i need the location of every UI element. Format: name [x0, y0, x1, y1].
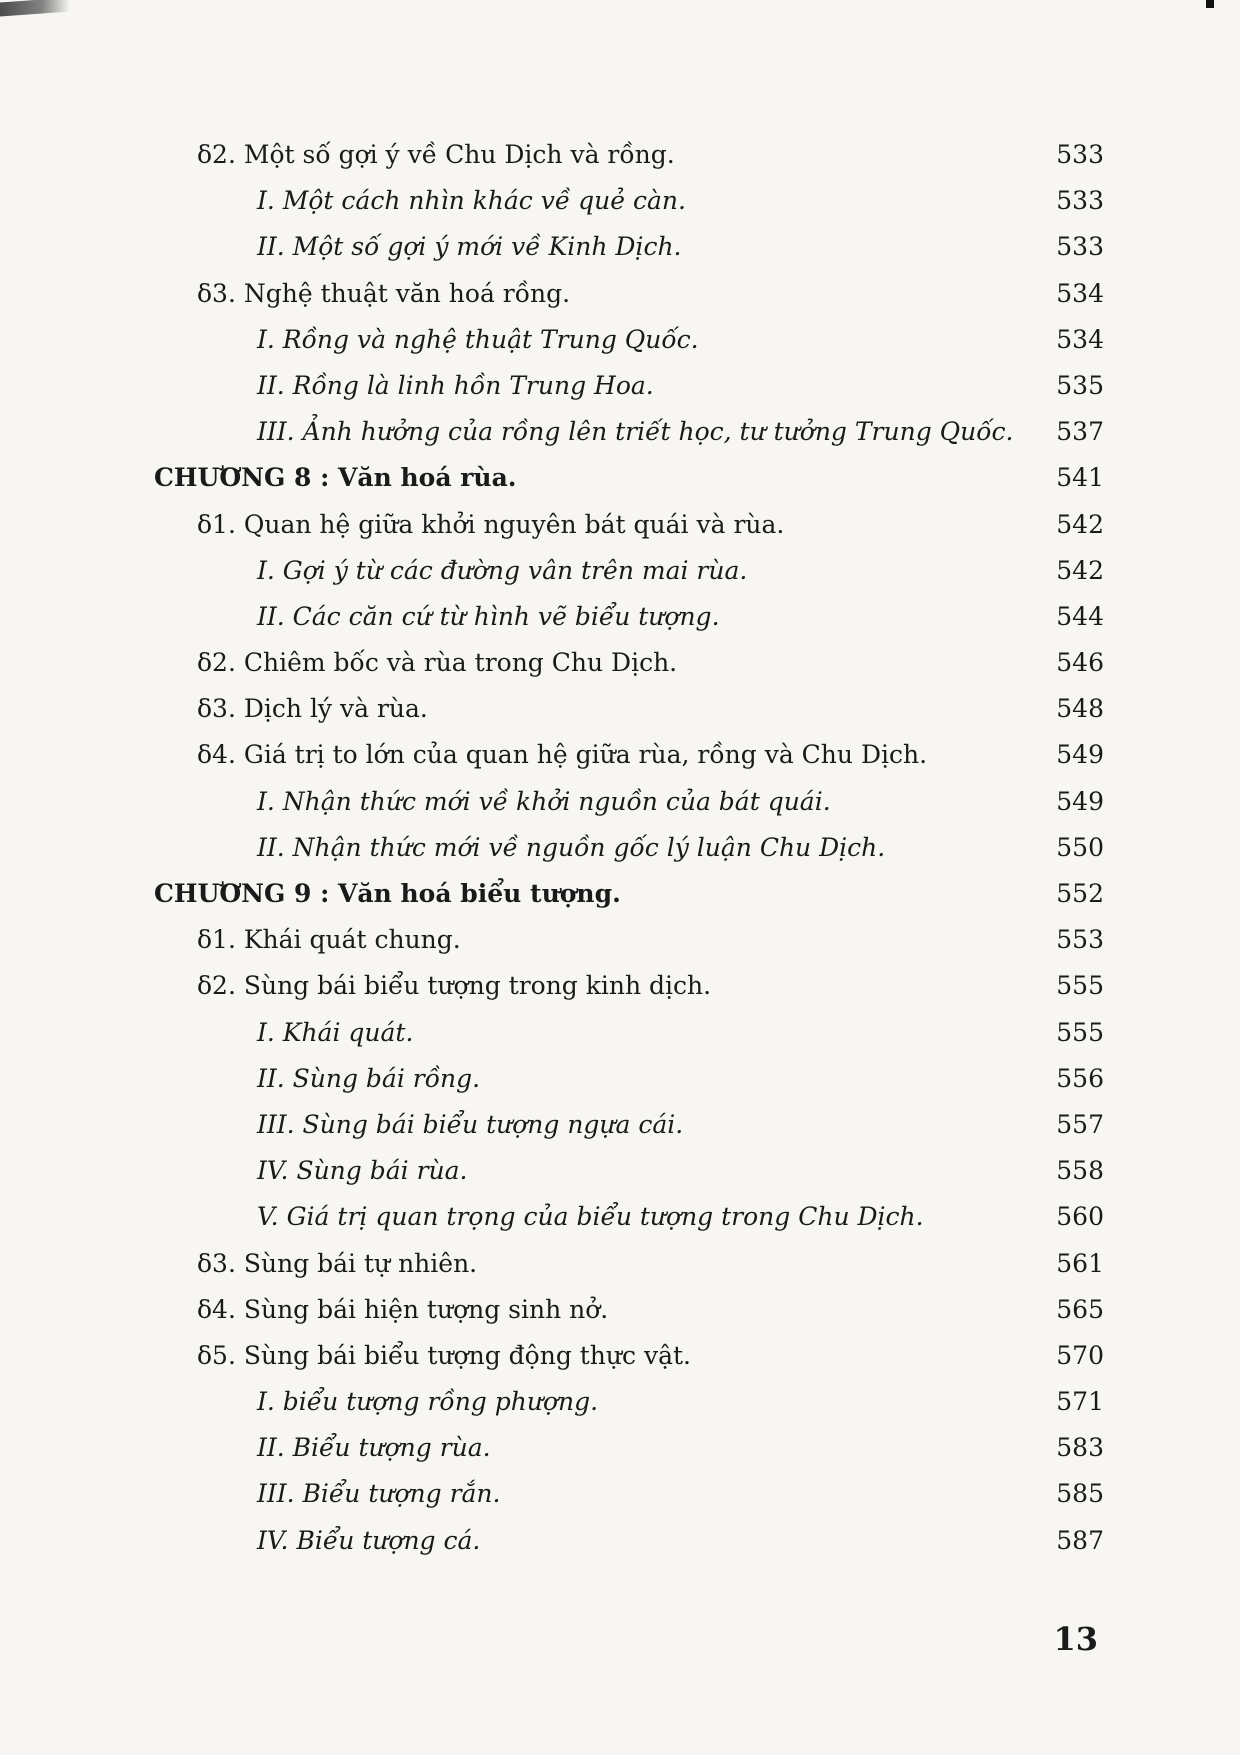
toc-entry-page: 560 — [1056, 1202, 1104, 1232]
toc-entry-page: 534 — [1056, 324, 1104, 354]
toc-entry-page: 550 — [1056, 832, 1104, 862]
toc-entry-page: 558 — [1056, 1156, 1104, 1186]
toc-entry-page: 533 — [1056, 140, 1104, 169]
toc-entry-sub — [154, 548, 1104, 594]
toc-entry-title: IV. Biểu tượng cá. — [257, 1525, 481, 1555]
toc-entry-page: 583 — [1056, 1433, 1104, 1463]
toc-entry-sub — [154, 1194, 1104, 1240]
toc-entry-page: 548 — [1056, 694, 1104, 724]
toc-entry-sub — [154, 1425, 1104, 1471]
toc-entry-title: III. Biểu tượng rắn. — [257, 1479, 501, 1509]
toc-entry-chapter — [154, 455, 1104, 501]
toc-entry-page: 549 — [1056, 786, 1104, 816]
toc-entry-section — [154, 1333, 1104, 1379]
toc-entry-title: II. Sùng bái rồng. — [257, 1063, 481, 1093]
toc-entry-sub — [154, 363, 1104, 409]
toc-entry-title: δ1. Quan hệ giữa khởi nguyên bát quái và rùa. — [197, 509, 785, 539]
toc-entry-section — [154, 963, 1104, 1009]
toc-entry-page: 587 — [1056, 1525, 1104, 1555]
toc-entry-section — [154, 1287, 1104, 1333]
toc-entry-page: 555 — [1056, 1017, 1104, 1047]
toc-entry-page: 549 — [1056, 740, 1104, 770]
toc-entry-sub — [154, 825, 1104, 871]
toc-entry-title: II. Các căn cứ từ hình vẽ biểu tượng. — [257, 601, 720, 631]
toc-entry-title: I. Rồng và nghệ thuật Trung Quốc. — [257, 324, 699, 354]
toc-entry-page: 571 — [1056, 1387, 1104, 1417]
toc-entry-title: I. Gợi ý từ các đường vân trên mai rùa. — [257, 555, 748, 585]
toc-entry-page: 561 — [1056, 1248, 1104, 1278]
scan-mark — [1206, 0, 1214, 8]
toc-entry-sub — [154, 224, 1104, 270]
toc-entry-sub — [154, 1518, 1104, 1564]
toc-entry-sub — [154, 1102, 1104, 1148]
toc-entry-chapter — [154, 871, 1104, 917]
toc-entry-title: I. Nhận thức mới về khởi nguồn của bát quái. — [257, 786, 831, 816]
toc-entry-title: III. Ảnh hưởng của rồng lên triết học, tư tưởng Trung Quốc. — [257, 417, 1014, 447]
toc-entry-title: CHƯƠNG 8 : Văn hoá rùa. — [154, 463, 517, 493]
toc-entry-section — [154, 640, 1104, 686]
toc-entry-page: 534 — [1056, 278, 1104, 308]
toc-entry-sub — [154, 1056, 1104, 1102]
toc-entry-sub — [154, 779, 1104, 825]
toc-entry-section — [154, 686, 1104, 732]
toc-entry-page: 565 — [1056, 1294, 1104, 1324]
toc-entry-sub — [154, 1379, 1104, 1425]
toc-entry-title: II. Rồng là linh hồn Trung Hoa. — [257, 370, 654, 400]
toc-entry-title: δ4. Giá trị to lớn của quan hệ giữa rùa, rồng và Chu Dịch. — [197, 740, 928, 770]
toc-entry-sub — [154, 594, 1104, 640]
toc-entry-title: II. Biểu tượng rùa. — [257, 1433, 491, 1463]
toc-entry-title: V. Giá trị quan trọng của biểu tượng trong Chu Dịch. — [257, 1202, 924, 1232]
toc-entry-sub — [154, 409, 1104, 455]
toc-entry-page: 555 — [1056, 971, 1104, 1001]
toc-entry-title: δ2. Một số gợi ý về Chu Dịch và rồng. — [197, 140, 675, 169]
toc-entry-title: II. Nhận thức mới về nguồn gốc lý luận Chu Dịch. — [257, 832, 886, 862]
toc-entry-title: δ2. Sùng bái biểu tượng trong kinh dịch. — [197, 971, 712, 1001]
toc-entry-page: 585 — [1056, 1479, 1104, 1509]
toc-entry-page: 535 — [1056, 370, 1104, 400]
table-of-contents — [154, 132, 1104, 1564]
toc-entry-title: δ1. Khái quát chung. — [197, 925, 461, 955]
toc-entry-page: 541 — [1056, 463, 1104, 493]
toc-entry-section — [154, 732, 1104, 778]
toc-entry-section — [154, 1241, 1104, 1287]
toc-entry-page: 533 — [1056, 232, 1104, 262]
toc-entry-section — [154, 271, 1104, 317]
toc-entry-title: I. Một cách nhìn khác về quẻ càn. — [257, 186, 686, 216]
toc-entry-page: 552 — [1056, 879, 1104, 908]
page-number: 13 — [1053, 1620, 1098, 1658]
toc-entry-page: 557 — [1056, 1109, 1104, 1139]
toc-entry-page: 542 — [1056, 509, 1104, 539]
toc-entry-section — [154, 132, 1104, 178]
toc-entry-title: II. Một số gợi ý mới về Kinh Dịch. — [257, 232, 682, 262]
toc-entry-page: 544 — [1056, 601, 1104, 631]
toc-entry-page: 570 — [1056, 1340, 1104, 1370]
toc-entry-title: δ4. Sùng bái hiện tượng sinh nở. — [197, 1294, 609, 1324]
toc-entry-page: 542 — [1056, 555, 1104, 585]
toc-entry-sub — [154, 317, 1104, 363]
toc-entry-title: IV. Sùng bái rùa. — [257, 1156, 468, 1186]
toc-entry-sub — [154, 1471, 1104, 1517]
toc-entry-page: 553 — [1056, 925, 1104, 955]
toc-entry-title: δ5. Sùng bái biểu tượng động thực vật. — [197, 1340, 691, 1370]
toc-entry-section — [154, 917, 1104, 963]
toc-entry-title: CHƯƠNG 9 : Văn hoá biểu tượng. — [154, 879, 621, 908]
toc-entry-sub — [154, 178, 1104, 224]
toc-entry-title: δ3. Nghệ thuật văn hoá rồng. — [197, 278, 571, 308]
toc-entry-page: 533 — [1056, 186, 1104, 216]
toc-entry-title: δ3. Sùng bái tự nhiên. — [197, 1248, 478, 1278]
toc-entry-sub — [154, 1010, 1104, 1056]
scan-artifact — [0, 0, 70, 16]
toc-entry-title: δ3. Dịch lý và rùa. — [197, 694, 428, 724]
toc-entry-title: δ2. Chiêm bốc và rùa trong Chu Dịch. — [197, 648, 678, 678]
toc-entry-title: I. Khái quát. — [257, 1017, 414, 1047]
toc-entry-page: 546 — [1056, 648, 1104, 678]
toc-entry-title: III. Sùng bái biểu tượng ngựa cái. — [257, 1109, 684, 1139]
toc-entry-section — [154, 502, 1104, 548]
toc-entry-sub — [154, 1148, 1104, 1194]
toc-entry-title: I. biểu tượng rồng phượng. — [257, 1387, 599, 1417]
toc-entry-page: 556 — [1056, 1063, 1104, 1093]
toc-entry-page: 537 — [1056, 417, 1104, 447]
